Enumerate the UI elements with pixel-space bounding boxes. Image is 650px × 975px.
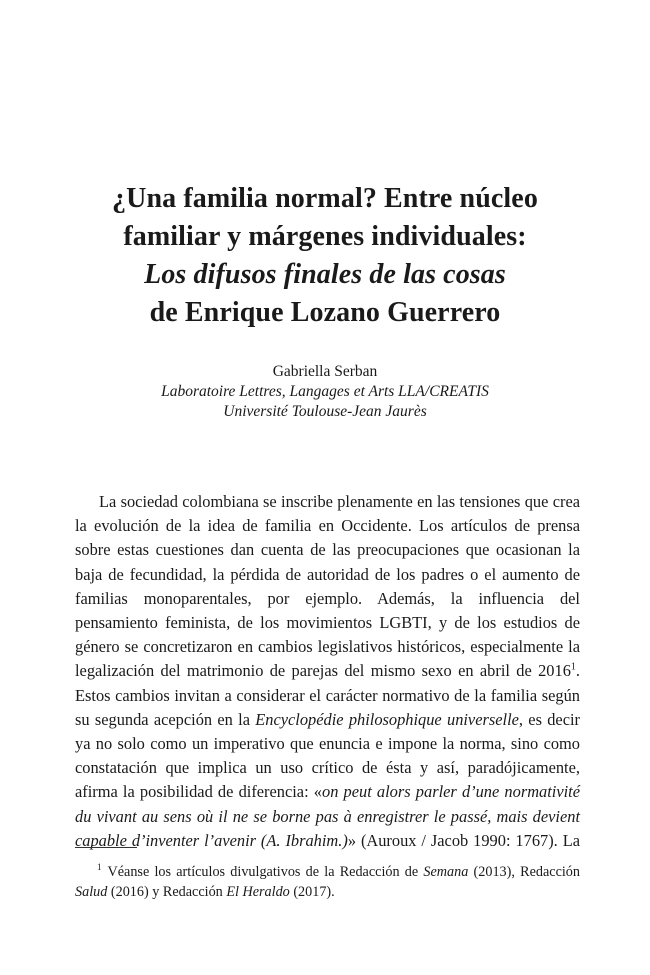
footnote-reference: 1: [570, 661, 576, 673]
footnote-divider: [75, 847, 137, 848]
author-affiliation-university: Université Toulouse-Jean Jaurès: [223, 403, 427, 420]
body-paragraph: [75, 490, 580, 853]
body-segment: , es decir ya no solo como un imperativo que enuncia e impone la norma, sino como constatación que implica un uso crítico de ésta y así, paradójicamente, afirma la posibilidad de diferencia: «: [75, 709, 580, 802]
footnote-source: Salud: [75, 884, 108, 900]
footnote: [75, 862, 580, 902]
author-affiliation-lab: Laboratoire Lettres, Langages et Arts LLA/CREATIS: [161, 383, 489, 400]
title-line-italic: Los difusos finales de las cosas: [144, 259, 506, 290]
footnote-paragraph: [75, 862, 580, 902]
body-segment: » (Auroux / Jacob 1990: 1767). La: [347, 830, 580, 850]
work-title: Encyclopédie philosophique universelle: [255, 709, 519, 729]
footnote-segment: (2017).: [289, 884, 335, 900]
title-line: familiar y márgenes individuales:: [123, 221, 527, 252]
body-text: [75, 490, 580, 853]
author-block: [60, 362, 590, 422]
french-quote: on peut alors parler d’une normativité du vivant au sens où il ne se borne pas à enregistrer le passé, mais devient capable d’inventer l’avenir (A. Ibrahim.): [75, 782, 580, 850]
footnote-segment: (2013), Redacción: [468, 864, 580, 880]
footnote-source: El Heraldo: [226, 884, 290, 900]
footnote-segment: (2016) y Redacción: [107, 884, 227, 900]
footnote-segment: Véanse los artículos divulgativos de la Redacción de: [107, 864, 424, 880]
author-name: Gabriella Serban: [272, 363, 378, 380]
body-segment: . Estos cambios invitan a considerar el carácter normativo de la familia según su segunda acepción en la: [75, 661, 580, 729]
body-segment: La sociedad colombiana se inscribe plenamente en las tensiones que crea la evolución de la idea de familia en Occidente. Los artículos de prensa sobre estas cuestiones dan cuenta de las preocupaciones que ocasionan la baja de fecundidad, la pérdida de autoridad de los padres o el aumento de familias monoparentales, por ejemplo. Además, la influencia del pensamiento feminista, de los movimientos LGBTI, y de los estudios de género se concretizaron en cambios legislativos históricos, especialmente la legalización del matrimonio de parejas del mismo sexo en abril de 2016: [75, 492, 580, 681]
title-line: de Enrique Lozano Guerrero: [149, 297, 501, 328]
article-title: [60, 180, 590, 332]
title-line: ¿Una familia normal? Entre núcleo: [112, 183, 538, 214]
footnote-number: 1: [97, 862, 102, 873]
footnote-source: Semana: [423, 864, 469, 880]
